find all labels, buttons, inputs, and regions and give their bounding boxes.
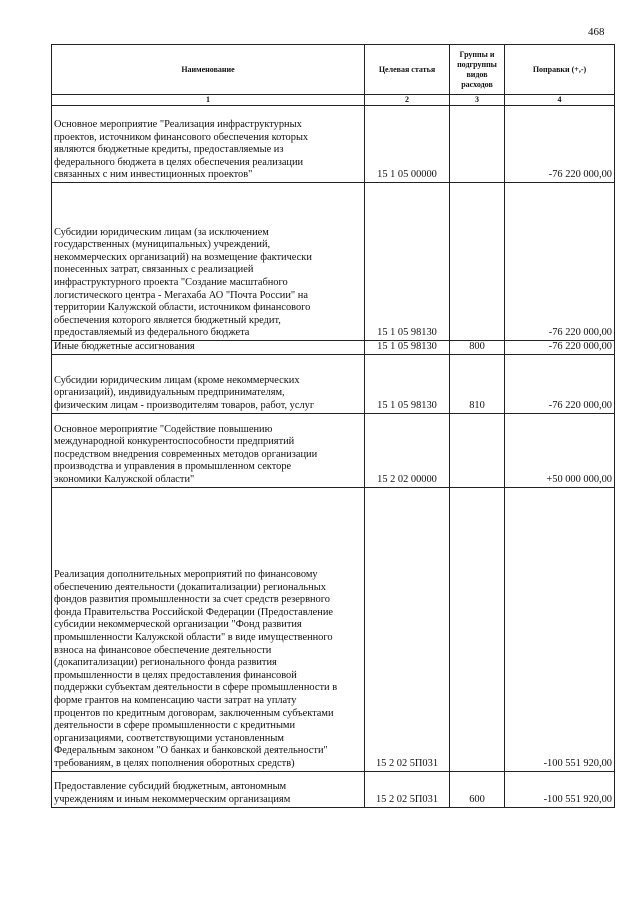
column-number: 1 [52, 95, 365, 106]
row-name-line: взноса на финансовое обеспечение деятельности [54, 644, 272, 656]
header-expense-groups [450, 45, 505, 95]
row-name-line: организациями, соответствующими установленным [54, 732, 284, 744]
row-name-line: физическим лицам - производителям товаров, работ, услуг [54, 400, 315, 411]
row-name-line: предоставляемый из федерального бюджета [54, 327, 250, 339]
row-name-line: Федеральным законом "О банках и банковской деятельности" [54, 745, 328, 757]
table-row [52, 354, 615, 413]
row-name-line: (докапитализации) регионального фонда развития [54, 657, 277, 669]
row-target-article: 15 1 05 00000 [365, 106, 450, 183]
table-row [52, 413, 615, 487]
row-name-line: обеспечению деятельности (докапитализации) региональных [54, 581, 326, 593]
row-name-line: фонда Правительства Российской Федерации (Предоставление [54, 606, 334, 618]
row-name-line: проектов, источником финансового обеспечения которых [54, 131, 309, 143]
row-name-line: Основное мероприятие "Реализация инфраструктурных [54, 119, 302, 131]
row-expense-group [450, 183, 505, 341]
row-target-article: 15 2 02 5П031 [365, 771, 450, 807]
row-amount: -76 220 000,00 [505, 183, 615, 341]
row-name-line: международной конкурентоспособности предприятий [54, 436, 295, 448]
row-name [52, 354, 365, 413]
row-name-line: субсидии некоммерческой организации "Фонд развития [54, 619, 302, 631]
table-row [52, 771, 615, 807]
row-name [52, 487, 365, 771]
row-amount: -76 220 000,00 [505, 354, 615, 413]
row-name-line: Субсидии юридическим лицам (за исключением [54, 226, 269, 238]
row-name-line: организаций), индивидуальным предпринимателям, [54, 387, 285, 399]
row-name [52, 106, 365, 183]
budget-amendments-table [51, 44, 615, 808]
row-name-line: федерального бюджета в целях обеспечения реализации [54, 156, 304, 168]
row-name-line: промышленности Калужской области" в виде имущественного [54, 632, 333, 644]
table-row [52, 106, 615, 183]
row-name [52, 771, 365, 807]
column-number: 4 [505, 95, 615, 106]
row-name-line: понесенных затрат, связанных с реализацией [54, 264, 254, 276]
row-name-line: фондов развития промышленности за счет средств резервного [54, 594, 330, 606]
row-target-article: 15 1 05 98130 [365, 183, 450, 341]
row-amount: -100 551 920,00 [505, 487, 615, 771]
row-name-line: поддержки субъектам деятельности в сфере промышленности в [54, 682, 338, 694]
header-name: Наименование [52, 45, 365, 95]
table-header-row [52, 45, 615, 95]
row-name-line: процентов по кредитным договорам, заключенным субъектами [54, 707, 334, 719]
row-name-line: государственных (муниципальных) учреждений, [54, 239, 271, 251]
table-row [52, 487, 615, 771]
row-name-line: экономики Калужской области" [54, 474, 195, 485]
row-name-line: форме грантов на компенсацию части затрат на уплату [54, 695, 297, 707]
row-name-line: инфраструктурного проекта "Создание масштабного [54, 277, 288, 289]
column-number-row [52, 95, 615, 106]
row-name-line: обеспечения которого является бюджетный кредит, [54, 314, 281, 326]
row-name-line: учреждениям и иным некоммерческим организациям [54, 794, 291, 805]
row-target-article: 15 2 02 5П031 [365, 487, 450, 771]
row-name-line: производства и управления в промышленном секторе [54, 461, 292, 473]
row-name-line: промышленности в целях предоставления финансовой [54, 669, 297, 681]
table-row [52, 341, 615, 355]
row-amount: -100 551 920,00 [505, 771, 615, 807]
row-name-line: связанных с ним инвестиционных проектов" [54, 169, 253, 181]
row-amount: -76 220 000,00 [505, 341, 615, 355]
row-expense-group: 810 [450, 354, 505, 413]
row-name-line: территории Калужской области, источником финансового [54, 302, 311, 314]
header-target-article: Целевая статья [365, 45, 450, 95]
row-name-line: Предоставление субсидий бюджетным, автономным [54, 781, 287, 793]
column-number: 2 [365, 95, 450, 106]
row-target-article: 15 1 05 98130 [365, 341, 450, 355]
table-row [52, 183, 615, 341]
header-amendments: Поправки (+,-) [505, 45, 615, 95]
row-amount: -76 220 000,00 [505, 106, 615, 183]
row-expense-group [450, 487, 505, 771]
row-name-line: являются бюджетные кредиты, предоставляемые из [54, 144, 284, 156]
row-expense-group [450, 413, 505, 487]
header-group-line: видов [466, 69, 488, 79]
row-name-line: требованиям, в целях пополнения оборотных средств) [54, 758, 295, 769]
header-group-line: расходов [461, 79, 493, 89]
row-name-line: посредством внедрения современных методов организации [54, 448, 318, 460]
row-name [52, 413, 365, 487]
row-expense-group [450, 106, 505, 183]
page-number: 468 [588, 26, 605, 38]
row-name [52, 341, 365, 355]
header-group-line: Группы и [459, 49, 495, 59]
row-name-line: Субсидии юридическим лицам (кроме некоммерческих [54, 374, 300, 386]
row-name-line: Иные бюджетные ассигнования [54, 341, 195, 352]
column-number: 3 [450, 95, 505, 106]
header-group-line: подгруппы [457, 59, 497, 69]
row-expense-group: 600 [450, 771, 505, 807]
row-target-article: 15 1 05 98130 [365, 354, 450, 413]
row-name-line: некоммерческих организаций) на возмещение фактически [54, 251, 312, 263]
row-name-line: логистического центра - Мегахаба АО "Почта России" на [54, 289, 308, 301]
row-amount: +50 000 000,00 [505, 413, 615, 487]
row-name [52, 183, 365, 341]
row-name-line: деятельности в сфере промышленности с кредитными [54, 720, 296, 732]
row-expense-group: 800 [450, 341, 505, 355]
row-name-line: Реализация дополнительных мероприятий по финансовому [54, 569, 318, 581]
row-target-article: 15 2 02 00000 [365, 413, 450, 487]
row-name-line: Основное мероприятие "Содействие повышению [54, 423, 273, 435]
